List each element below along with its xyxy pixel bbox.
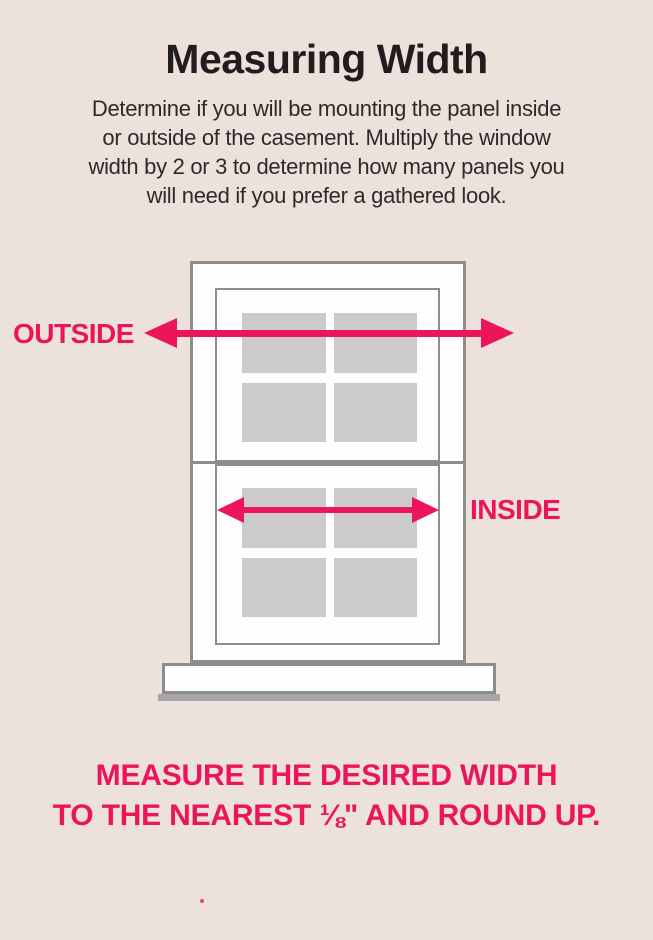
arrow-right-icon [412, 497, 439, 523]
outside-width-arrow [144, 318, 514, 348]
intro-line-3: width by 2 or 3 to determine how many panels you [88, 154, 565, 179]
footer-line-1: MEASURE THE DESIRED WIDTH [95, 759, 558, 792]
footer-instruction [0, 756, 653, 836]
stray-dot [200, 899, 204, 903]
arrow-shaft [239, 507, 417, 513]
footer-line-2: TO THE NEAREST ⅛" AND ROUND UP. [52, 799, 601, 832]
window-lower-sash [215, 464, 440, 645]
window-sill [162, 663, 496, 694]
inside-label: INSIDE [470, 494, 561, 525]
window-pane [242, 558, 326, 618]
page-title: Measuring Width [165, 36, 488, 82]
inside-width-arrow [217, 497, 439, 523]
intro-paragraph [0, 94, 653, 210]
window-sill-shadow [158, 694, 500, 701]
arrow-right-icon [481, 318, 514, 348]
window-pane [334, 558, 418, 618]
outside-label: OUTSIDE [13, 318, 134, 349]
intro-line-4: will need if you prefer a gathered look. [146, 183, 507, 208]
window-pane [334, 383, 418, 443]
window-pane [242, 383, 326, 443]
window-upper-sash [215, 288, 440, 462]
intro-line-1: Determine if you will be mounting the panel inside [91, 96, 562, 121]
arrow-shaft [172, 330, 486, 337]
intro-line-2: or outside of the casement. Multiply the window [102, 125, 551, 150]
